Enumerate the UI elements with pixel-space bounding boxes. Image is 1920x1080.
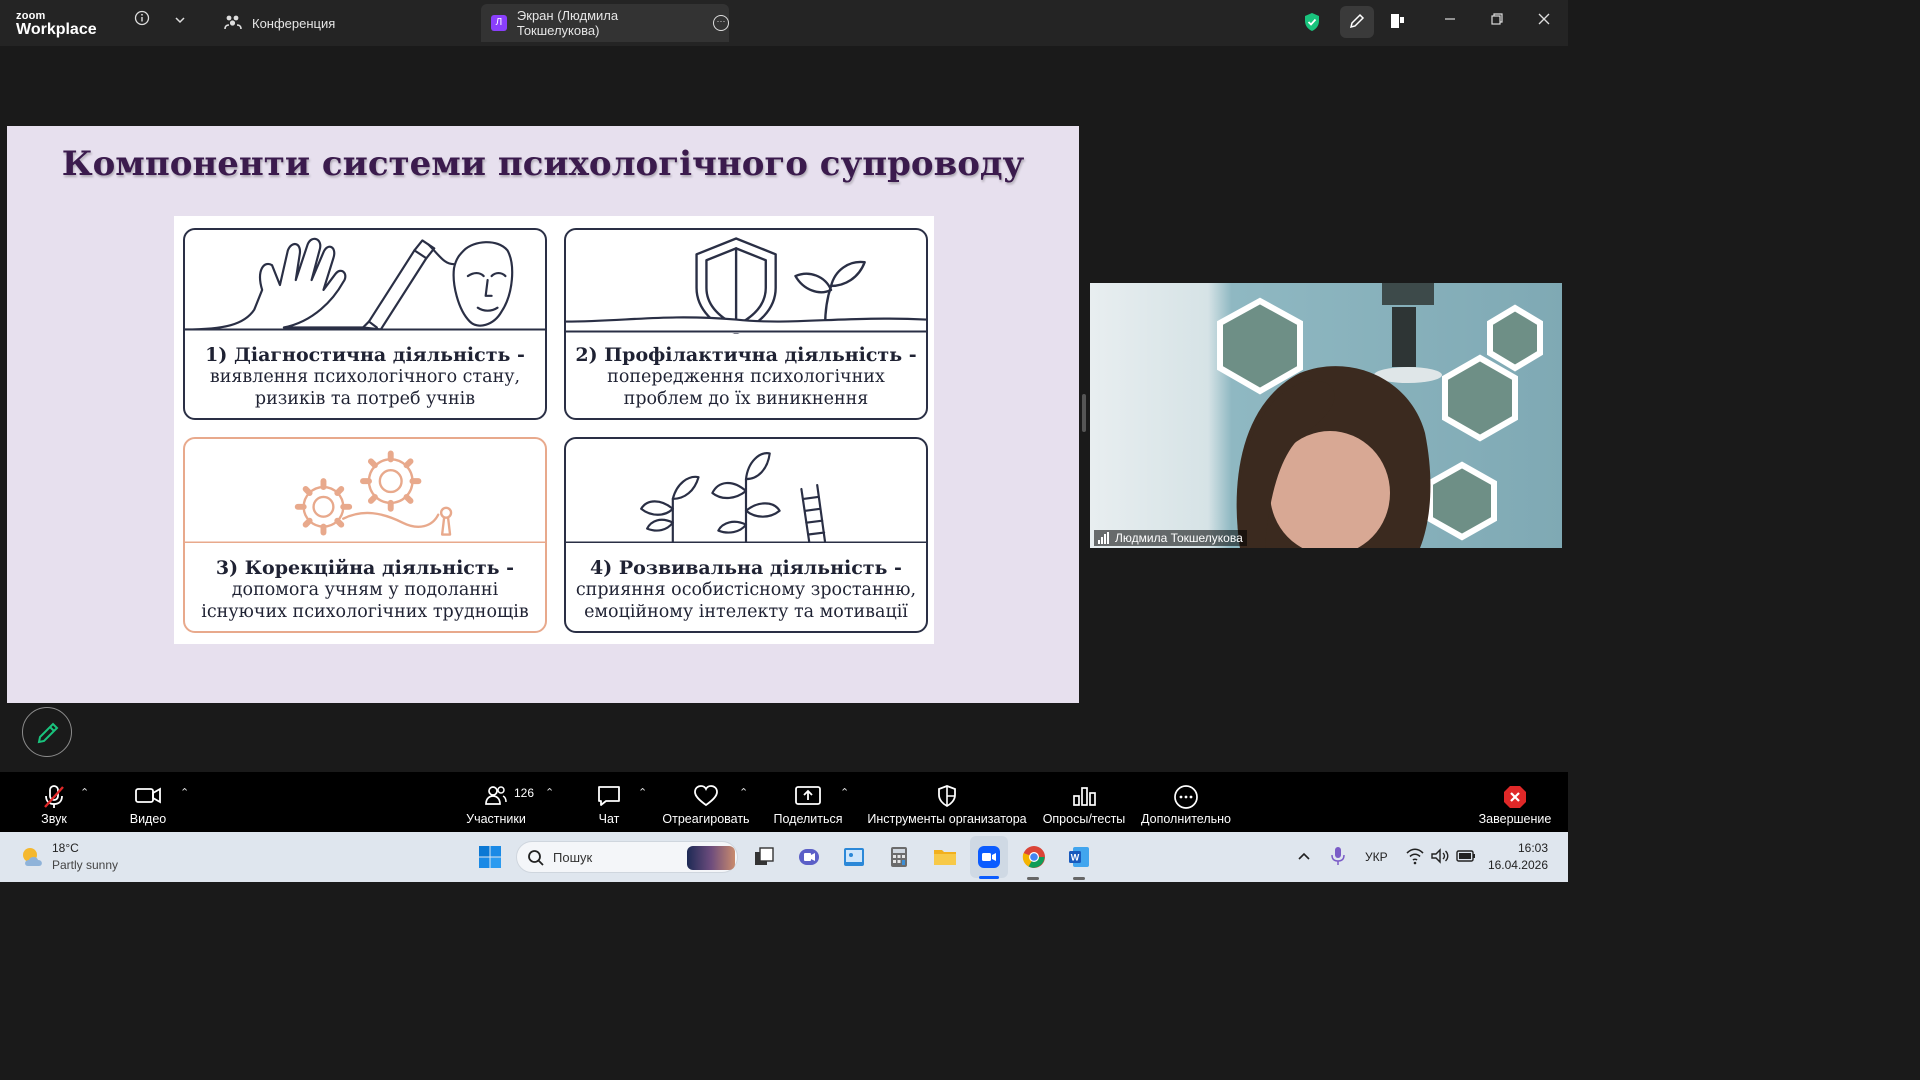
more-button[interactable] xyxy=(1138,772,1234,832)
video-frame-image xyxy=(1090,283,1562,548)
card-2-line-2: проблем до їх виникнення xyxy=(623,389,869,409)
windows-taskbar xyxy=(0,832,1568,882)
chat-icon xyxy=(596,784,622,811)
host-tools-button[interactable] xyxy=(864,772,1030,832)
zoom-logo-top: zoom xyxy=(16,10,46,22)
slide-title: Компоненти системи психологічного супроводу xyxy=(61,144,1025,184)
react-label: Отреагировать xyxy=(662,812,750,826)
participant-name-tag xyxy=(1094,530,1247,546)
view-panel-icon[interactable] xyxy=(1388,12,1408,36)
gears-keyhole-icon xyxy=(185,439,545,543)
polls-label: Опросы/тесты xyxy=(1042,812,1126,826)
shared-slide xyxy=(7,126,1079,703)
tab-screen-label: Экран (Людмила Токшелукова) xyxy=(516,8,619,38)
weather-widget[interactable] xyxy=(20,844,46,875)
card-4-line-1: сприяння особистісному зростанню, xyxy=(575,580,917,600)
card-4-heading: 4) Розвивальна діяльність - xyxy=(590,557,902,579)
plants-ladder-icon xyxy=(566,439,926,543)
audio-label: Звук xyxy=(41,812,67,826)
taskbar-search[interactable] xyxy=(516,841,738,873)
participants-icon xyxy=(484,784,508,809)
annotate-floating-button[interactable] xyxy=(22,707,72,757)
participants-count: 126 xyxy=(514,786,535,800)
svg-text:W: W xyxy=(1070,852,1080,863)
annotate-pen-icon[interactable] xyxy=(1340,6,1374,38)
shield-check-icon[interactable] xyxy=(1302,12,1322,38)
battery-icon[interactable] xyxy=(1455,847,1479,871)
end-icon xyxy=(1502,784,1528,813)
sun-cloud-icon xyxy=(20,844,46,870)
end-meeting-button[interactable] xyxy=(1476,772,1554,832)
card-1-line-1: виявлення психологічного стану, xyxy=(209,367,521,387)
card-diagnostic xyxy=(183,228,547,420)
tab-conference[interactable] xyxy=(216,4,466,42)
participant-name: Людмила Токшелукова xyxy=(1115,531,1243,545)
video-button[interactable] xyxy=(120,772,176,832)
card-1-heading: 1) Діагностична діяльність - xyxy=(205,344,525,366)
chat-button[interactable] xyxy=(588,772,630,832)
share-label: Поделиться xyxy=(773,812,843,826)
mic-muted-icon xyxy=(42,784,66,813)
card-1-line-2: ризиків та потреб учнів xyxy=(254,389,476,409)
chrome-icon[interactable] xyxy=(1022,845,1046,869)
react-caret-icon[interactable]: ⌃ xyxy=(739,787,749,799)
chrome-open-indicator xyxy=(1027,877,1039,880)
shield-sprout-icon xyxy=(566,230,926,334)
weather-desc: Partly sunny xyxy=(52,858,119,872)
search-placeholder: Пошук xyxy=(553,850,593,865)
chat-label: Чат xyxy=(598,812,620,826)
audio-caret-icon[interactable]: ⌃ xyxy=(80,787,90,799)
file-explorer-icon[interactable] xyxy=(932,845,956,869)
card-3-line-1: допомога учням у подоланні xyxy=(231,580,499,600)
weather-temp: 18°C xyxy=(52,841,79,855)
clock-date[interactable]: 16.04.2026 xyxy=(1487,858,1548,872)
participants-label: Участники xyxy=(466,812,526,826)
tab-screen-share[interactable] xyxy=(481,4,729,42)
polls-button[interactable] xyxy=(1040,772,1128,832)
video-caret-icon[interactable]: ⌃ xyxy=(180,787,190,799)
input-language[interactable]: УКР xyxy=(1365,850,1388,864)
host-shield-icon xyxy=(936,784,958,811)
participants-button[interactable] xyxy=(462,772,535,832)
host-tools-label: Инструменты организатора xyxy=(867,812,1027,826)
zoom-active-indicator xyxy=(979,876,999,879)
video-label: Видео xyxy=(129,812,167,826)
components-grid xyxy=(174,216,934,644)
heart-icon xyxy=(693,784,719,811)
signal-bars-icon xyxy=(1098,532,1110,544)
card-3-heading: 3) Корекційна діяльність - xyxy=(215,557,515,579)
more-options-icon[interactable]: ··· xyxy=(713,15,729,31)
card-preventive xyxy=(564,228,928,420)
participant-video[interactable] xyxy=(1090,283,1562,548)
bar-chart-icon xyxy=(1071,784,1097,811)
card-2-line-1: попередження психологічних xyxy=(607,367,885,387)
meeting-toolbar xyxy=(0,772,1568,832)
tab-conference-label: Конференция xyxy=(252,15,336,31)
share-screen-icon xyxy=(794,784,822,811)
tray-chevron-up-icon[interactable] xyxy=(1296,848,1320,872)
splitter-handle[interactable] xyxy=(1082,394,1086,432)
zoom-app-icon[interactable] xyxy=(977,845,1001,869)
pencil-icon xyxy=(23,708,73,758)
react-button[interactable] xyxy=(660,772,752,832)
camera-icon xyxy=(134,784,162,809)
word-icon[interactable] xyxy=(1067,845,1091,869)
end-label: Завершение xyxy=(1478,812,1552,826)
zoom-logo-bottom: Workplace xyxy=(16,21,97,38)
word-open-indicator xyxy=(1073,877,1085,880)
share-caret-icon[interactable]: ⌃ xyxy=(840,787,850,799)
close-icon[interactable] xyxy=(1534,12,1554,32)
wifi-icon[interactable] xyxy=(1405,847,1429,871)
tab-screen-badge: Л xyxy=(491,15,507,31)
chevron-down-icon[interactable] xyxy=(172,12,188,32)
windows-start-icon[interactable] xyxy=(478,845,502,869)
search-highlight-image xyxy=(687,846,735,870)
restore-icon[interactable] xyxy=(1487,12,1507,32)
tray-mic-icon[interactable] xyxy=(1330,846,1354,870)
chat-caret-icon[interactable]: ⌃ xyxy=(638,787,648,799)
task-view-icon[interactable] xyxy=(752,845,776,869)
clock-time[interactable]: 16:03 xyxy=(1517,841,1548,855)
minimize-icon[interactable] xyxy=(1440,12,1460,32)
search-icon xyxy=(527,849,545,867)
card-corrective xyxy=(183,437,547,633)
calculator-icon[interactable] xyxy=(887,845,911,869)
card-3-line-2: існуючих психологічних труднощів xyxy=(201,602,529,622)
volume-icon[interactable] xyxy=(1430,847,1454,871)
meet-app-icon[interactable] xyxy=(797,845,821,869)
info-icon[interactable] xyxy=(132,10,152,32)
more-icon xyxy=(1173,784,1199,813)
participants-caret-icon[interactable]: ⌃ xyxy=(545,787,555,799)
share-button[interactable] xyxy=(770,772,846,832)
card-developmental xyxy=(564,437,928,633)
more-label: Дополнительно xyxy=(1141,812,1231,826)
hand-pencil-mask-icon xyxy=(185,230,545,334)
card-4-line-2: емоційному інтелекту та мотивації xyxy=(584,602,908,622)
people-icon xyxy=(224,14,242,33)
card-2-heading: 2) Профілактична діяльність - xyxy=(575,344,917,366)
photos-app-icon[interactable] xyxy=(842,845,866,869)
title-bar xyxy=(0,0,1568,46)
audio-button[interactable] xyxy=(28,772,80,832)
